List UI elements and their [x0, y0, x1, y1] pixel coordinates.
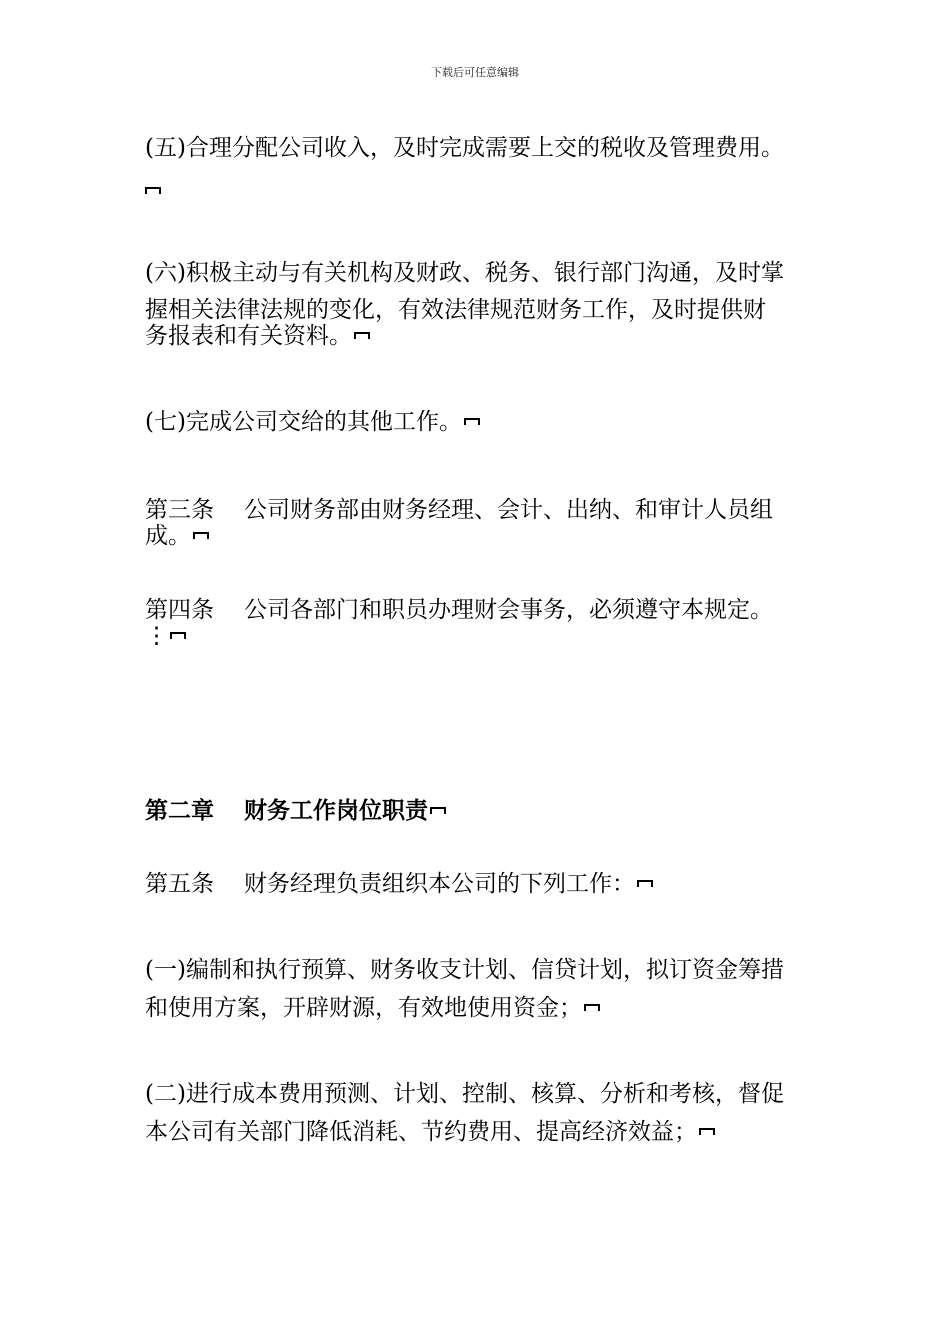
- paragraph-five: [145, 135, 810, 162]
- item-one-line-2: [145, 995, 810, 1022]
- article-five: [145, 871, 810, 898]
- item-two-text-1: (二)进行成本费用预测、计划、控制、核算、分析和考核，督促: [145, 1081, 784, 1107]
- paragraph-mark-icon: [168, 629, 188, 643]
- paragraph-mark-icon: [428, 804, 448, 818]
- paragraph-six-line-2: [145, 297, 810, 324]
- paragraph-five-text: (五)合理分配公司收入，及时完成需要上交的税收及管理费用。: [145, 135, 784, 161]
- article-five-label: 第五条: [145, 871, 214, 897]
- article-four-text-1: 公司各部门和职员办理财会事务，必须遵守本规定。: [244, 597, 773, 623]
- paragraph-mark-icon: [635, 877, 655, 891]
- item-two-line-1: [145, 1081, 810, 1108]
- paragraph-six-line-1: [145, 260, 810, 287]
- item-two-text-2: 本公司有关部门降低消耗、节约费用、提高经济效益；: [145, 1119, 697, 1145]
- paragraph-six-text-3: 务报表和有关资料。: [145, 323, 352, 349]
- paragraph-mark-icon: [462, 415, 482, 429]
- item-one-text-1: (一)编制和执行预算、财务收支计划、信贷计划，拟订资金筹措: [145, 957, 784, 983]
- article-four-line-2: [145, 623, 810, 650]
- article-four-text-2: ⋮: [145, 623, 168, 649]
- item-one-line-1: [145, 957, 810, 984]
- paragraph-six-text-1: (六)积极主动与有关机构及财政、税务、银行部门沟通，及时掌: [145, 260, 784, 286]
- page-header: 下载后可任意编辑: [431, 66, 519, 79]
- paragraph-mark-icon: [582, 1001, 602, 1015]
- article-four-line-1: [145, 597, 810, 624]
- item-two-line-2: [145, 1119, 810, 1146]
- article-four-label: 第四条: [145, 597, 214, 623]
- item-one-text-2: 和使用方案，开辟财源，有效地使用资金；: [145, 995, 582, 1021]
- paragraph-five-mark-line: [145, 178, 810, 205]
- paragraph-seven: [145, 409, 810, 436]
- chapter-heading: [145, 797, 810, 824]
- chapter-label: 第二章: [145, 797, 214, 824]
- chapter-title: 财务工作岗位职责: [244, 797, 428, 824]
- paragraph-six-text-2: 握相关法律法规的变化，有效法律规范财务工作，及时提供财: [145, 297, 766, 323]
- article-five-text: 财务经理负责组织本公司的下列工作：: [244, 871, 635, 897]
- paragraph-seven-text: (七)完成公司交给的其他工作。: [145, 409, 462, 435]
- paragraph-mark-icon: [191, 529, 211, 543]
- article-three-text-2: 成。: [145, 523, 191, 549]
- paragraph-mark-icon: [352, 329, 372, 343]
- article-three-line-2: [145, 523, 810, 550]
- paragraph-mark-icon: [697, 1125, 717, 1139]
- article-three-text-1: 公司财务部由财务经理、会计、出纳、和审计人员组: [244, 497, 773, 523]
- article-three-line-1: [145, 497, 810, 524]
- article-three-label: 第三条: [145, 497, 214, 523]
- paragraph-mark-icon: [145, 184, 165, 198]
- paragraph-six-line-3: [145, 323, 810, 350]
